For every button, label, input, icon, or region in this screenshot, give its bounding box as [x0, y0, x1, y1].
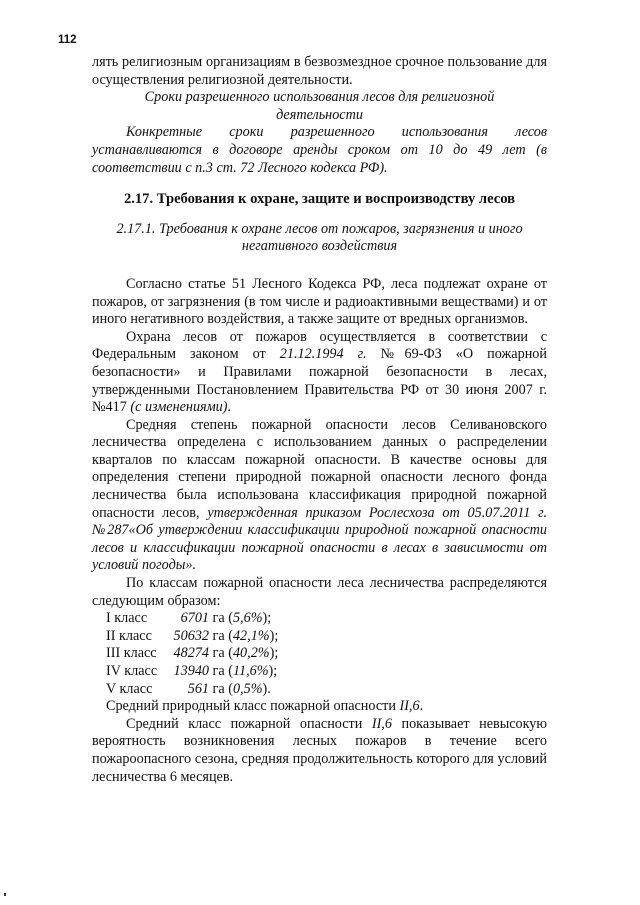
paragraph-distribution-intro: По классам пожарной опасности леса лесничества распределяются следующим образом:	[92, 575, 547, 609]
fire-class-row: IV класс 13940 га (11,6%);	[106, 663, 278, 679]
paragraph-average-class-meaning: Средний класс пожарной опасности II,6 показывает невысокую вероятность возникновения лесных пожаров в течение всего пожароопасного сезона, средняя продолжительность которого для условий лесничества 6 месяцев.	[92, 715, 548, 785]
fire-class-row: II класс 50632 га (42,1%);	[106, 627, 279, 644]
fire-class-row: I класс 6701 га (5,6%);	[106, 610, 272, 627]
page-number: 112	[58, 34, 77, 46]
intro-paragraph: лять религиозным организациям в безвозмездное срочное пользование для осуществления религиозной деятельности.	[92, 54, 547, 88]
paragraph-fire-protection-law: Охрана лесов от пожаров осуществляется в соответствии с Федеральным законом от 21.12.1994 г. №69-ФЗ «О пожарной безопасности» и Правилами пожарной безопасности в лесах, утвержденными Постановлением Правительства РФ от 30 июня 2007 г. №417 (с изменениями).	[92, 328, 547, 416]
fire-class-row: V класс 561 га (0,5%).	[106, 680, 271, 697]
page-content	[92, 54, 547, 786]
average-class-line: Средний природный класс пожарной опасности II,6.	[106, 698, 424, 715]
section-heading: 2.17. Требования к охране, защите и воспроизводству лесов	[123, 191, 516, 208]
subsection-heading: 2.17.1. Требования к охране лесов от пожаров, загрязнения и иного негативного воздействия	[116, 220, 523, 255]
paragraph-fire-danger-classification: Средняя степень пожарной опасности лесов Селивановского лесничества определена с использованием данных о распределении кварталов по классам пожарной опасности. В качестве основы для определения степени природной пожарной опасности лесного фонда лесничества была использована классификация природной пожарной опасности лесов, утвержденная приказом Рослесхоза от 05.07.2011 г. №287«Об утверждении классификации природной пожарной опасности лесов и классификации пожарной опасности в лесах в зависимости от условий погоды».	[92, 416, 547, 574]
scan-mark	[4, 893, 6, 896]
religious-use-terms-text: Конкретные сроки разрешенного использования лесов устанавливаются в договоре аренды сроком от 10 до 49 лет (в соответствии с п.3 ст. 72 Лесного кодекса РФ).	[92, 124, 547, 176]
fire-class-list	[106, 610, 547, 716]
fire-class-row: III класс 48274 га (40,2%);	[106, 645, 279, 662]
religious-use-terms-title: Сроки разрешенного использования лесов для религиозной деятельности	[144, 89, 495, 123]
paragraph-article-51: Согласно статье 51 Лесного Кодекса РФ, леса подлежат охране от пожаров, от загрязнения (в том числе и радиоактивными веществами) и от иного негативного воздействия, а также защите от вредных организмов.	[92, 275, 547, 328]
